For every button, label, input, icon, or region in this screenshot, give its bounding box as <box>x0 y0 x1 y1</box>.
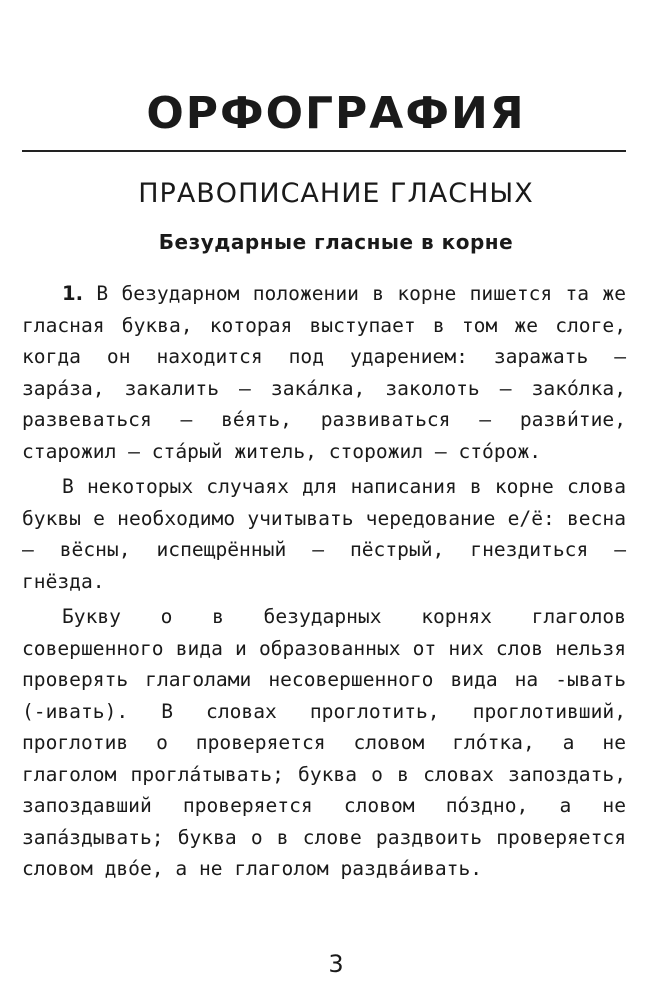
paragraph-text: В безударном положении в корне пишется та же гласная буква, которая выступает в том же слоге, когда он находится под ударением: заражать — зара́за, закалить — зака́лка, заколоть — зако́лка, развеваться — ве́ять, развиваться — разви́тие, старожил — ста́рый житель, сторожил — сто́рож. <box>22 282 627 463</box>
paragraph-2 <box>22 471 626 597</box>
paragraph-1 <box>22 278 626 467</box>
paragraph-text: В некоторых случаях для написания в корне слова буквы е необходимо учитывать чередование е/ё: весна — вёсны, испещрённый — пёстрый, гнездиться — гнёзда. <box>22 475 626 593</box>
paragraph-3 <box>22 601 626 885</box>
subsection-title: Безударные гласные в корне <box>158 230 514 254</box>
title-divider <box>22 150 626 152</box>
paragraph-number: 1. <box>62 282 84 305</box>
paragraph-text: Букву о в безударных корнях глаголов совершенного вида и образованных от них слов нельзя проверять глаголами несовершенного вида на -ывать (-ивать). В словах проглотить, проглотивший, проглотив о проверяется словом гло́тка, а не глаголом прогла́тывать; буква о в словах запоздать, запоздавший проверяется словом по́здно, а не запа́здывать; буква о в слове раздвоить проверяется словом дво́е, а не глаголом раздва́ивать. <box>22 605 626 880</box>
page-number: 3 <box>328 950 344 978</box>
body-text <box>22 278 626 885</box>
page-title: ОРФОГРАФИЯ <box>146 88 526 139</box>
section-title: ПРАВОПИСАНИЕ ГЛАСНЫХ <box>138 178 534 209</box>
